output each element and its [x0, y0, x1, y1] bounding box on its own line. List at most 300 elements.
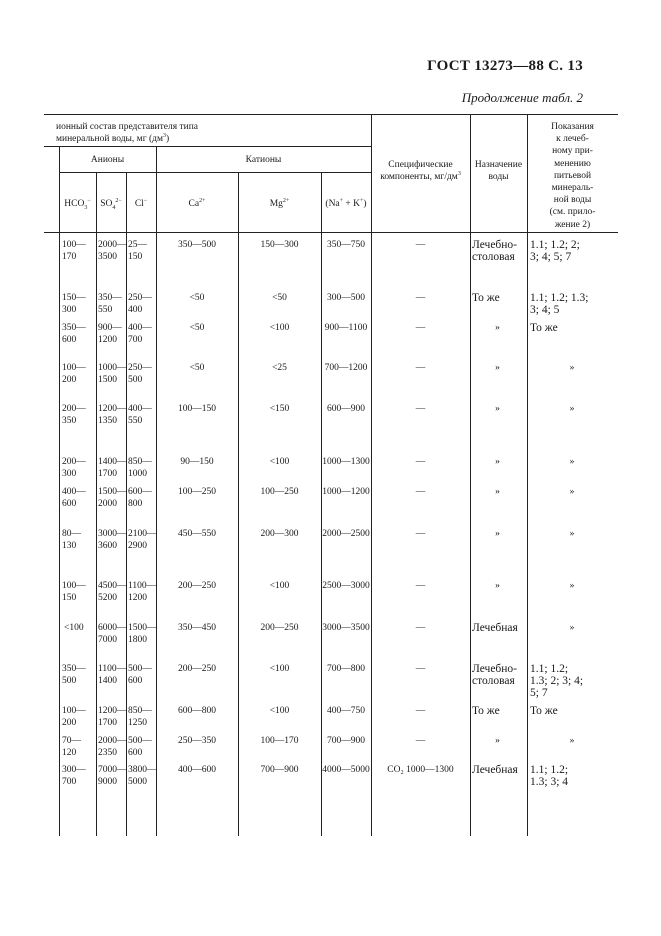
- cell-line: 300: [62, 305, 77, 315]
- cell-line: 150: [62, 593, 77, 603]
- cell-line: <100: [269, 457, 290, 467]
- cell-line: <50: [272, 293, 287, 303]
- cell-so4: [98, 239, 126, 263]
- cell-line: 600—800: [178, 706, 216, 716]
- cell-line: 800: [128, 499, 143, 509]
- cell-line: 1800: [128, 635, 147, 645]
- cell-spec: [371, 403, 470, 415]
- cell-line: —: [415, 487, 426, 497]
- cell-mg: [238, 622, 321, 634]
- cell-line: 700—900: [260, 765, 299, 775]
- cell-line: 850—: [128, 706, 152, 716]
- cell-line: 350—750: [327, 240, 365, 250]
- cell-line: Лечебная: [472, 764, 518, 776]
- cell-line: 350—500: [178, 240, 216, 250]
- cell-line: »: [495, 736, 500, 746]
- cell-line: CO₂ 1000—1300: [387, 765, 454, 775]
- cell-line: 350: [62, 416, 77, 426]
- cell-nak: [321, 528, 371, 540]
- cell-line: 1500—: [128, 623, 157, 633]
- cell-line: 200—250: [260, 623, 299, 633]
- cell-line: 2500—3000: [322, 581, 370, 591]
- cell-line: »: [569, 529, 575, 539]
- cations-header: Катионы: [245, 155, 282, 165]
- cell-ca: [156, 403, 238, 415]
- cell-line: 200—: [62, 457, 86, 467]
- cell-line: »: [569, 623, 575, 633]
- cell-line: <100: [64, 623, 84, 633]
- cell-mg: [238, 764, 321, 776]
- indications-header-line: ному при-: [552, 146, 593, 157]
- indications-header-line: Показания: [551, 122, 594, 132]
- cell-line: »: [569, 581, 575, 591]
- cell-line: 1.1; 1.2;: [530, 663, 569, 675]
- cell-so4: [98, 456, 126, 480]
- cell-line: 300—: [62, 765, 86, 775]
- cell-ind: [530, 322, 618, 334]
- cell-line: 400—600: [178, 765, 216, 775]
- cell-so4: [98, 735, 126, 759]
- cell-line: 3600: [98, 541, 117, 551]
- cell-line: <100: [269, 706, 290, 716]
- cell-line: 2000—: [98, 240, 127, 250]
- cell-spec: [371, 292, 470, 304]
- cell-nak: [321, 322, 371, 334]
- cell-line: 1400—: [98, 457, 127, 467]
- cell-hco3: [62, 239, 96, 263]
- cell-line: 1000—1200: [322, 487, 370, 497]
- cell-line: <50: [189, 323, 205, 333]
- cell-line: <25: [272, 363, 287, 373]
- cell-hco3: [64, 622, 98, 634]
- cell-line: 600: [128, 748, 143, 758]
- cell-line: 1.3; 3; 4: [530, 776, 569, 788]
- indications-header-line: жение 2): [554, 219, 591, 230]
- cell-line: 100—250: [260, 487, 299, 497]
- cell-line: 150: [128, 252, 143, 262]
- cell-line: 600: [128, 676, 143, 686]
- cell-line: 600—: [128, 487, 152, 497]
- cell-line: 600: [62, 335, 77, 345]
- cell-line: столовая: [472, 675, 515, 687]
- cell-spec: [371, 362, 470, 374]
- cell-nak: [321, 292, 371, 304]
- cell-line: <150: [269, 404, 290, 414]
- cell-line: »: [569, 404, 575, 414]
- cell-line: 250—350: [178, 736, 216, 746]
- cell-line: —: [415, 581, 426, 591]
- cell-line: 3000—3500: [322, 623, 370, 633]
- cell-line: »: [495, 404, 500, 414]
- cell-purpose: [470, 528, 525, 540]
- cell-so4: [98, 362, 126, 386]
- cell-line: 80—: [62, 529, 81, 539]
- cell-nak: [321, 705, 371, 717]
- cell-line: 1000—1300: [322, 457, 370, 467]
- specific-components-header: Специфические компоненты, $мг/дм^3$: [380, 160, 461, 182]
- cell-line: —: [415, 736, 426, 746]
- cell-line: 7000: [98, 635, 117, 645]
- cell-line: 1700: [98, 469, 117, 479]
- cell-spec: [371, 486, 470, 498]
- cell-so4: [98, 705, 126, 729]
- cell-line: 130: [62, 541, 77, 551]
- cell-line: —: [415, 323, 426, 333]
- cell-line: 5200: [98, 593, 117, 603]
- cell-line: <50: [189, 363, 205, 373]
- cell-cl: [128, 362, 156, 386]
- cell-line: 2000—2500: [322, 529, 370, 539]
- cell-cl: [128, 322, 156, 346]
- cell-cl: [128, 764, 156, 788]
- cell-line: »: [569, 736, 575, 746]
- cell-line: 100—250: [178, 487, 216, 497]
- ionic-composition-header: ионный состав представителя типа минеральной воды, мг $(дм^3)$: [56, 122, 199, 144]
- cell-line: 1100—: [128, 581, 157, 591]
- cell-line: 2000—: [98, 736, 127, 746]
- cell-cl: [128, 705, 156, 729]
- cell-line: 70—: [62, 736, 81, 746]
- indications-header: [527, 121, 618, 231]
- cell-purpose: [472, 292, 527, 304]
- cell-line: —: [415, 293, 426, 303]
- cell-ca: [156, 764, 238, 776]
- cell-purpose: [470, 456, 525, 468]
- cell-line: »: [495, 323, 500, 333]
- cell-line: 550: [98, 305, 113, 315]
- cell-line: »: [495, 363, 500, 373]
- cell-line: 3500: [98, 252, 117, 262]
- cell-line: 1400: [98, 676, 117, 686]
- cell-line: 100—: [62, 581, 86, 591]
- cell-line: 1.1; 1.2; 2;: [530, 239, 580, 251]
- cell-ind: [528, 362, 616, 374]
- cell-line: 700—1200: [324, 363, 368, 373]
- cell-line: 2350: [98, 748, 117, 758]
- indications-header-line: минераль-: [551, 183, 594, 194]
- cell-line: 400—: [62, 487, 86, 497]
- cell-purpose: [470, 322, 525, 334]
- cell-so4: [98, 764, 126, 788]
- indications-header-line: (см. прило-: [549, 207, 596, 218]
- cell-line: 350—: [62, 664, 86, 674]
- cell-line: »: [569, 457, 575, 467]
- cell-ind: [528, 486, 616, 498]
- cell-line: 1250: [128, 718, 147, 728]
- cell-line: 250—: [128, 293, 152, 303]
- cell-hco3: [62, 764, 96, 788]
- cell-nak: [321, 580, 371, 592]
- cell-line: 7000—: [98, 765, 127, 775]
- cell-line: 1500—: [98, 487, 127, 497]
- cell-so4: [98, 322, 126, 346]
- col-divider: [470, 114, 471, 836]
- cell-ind: [530, 764, 618, 788]
- cell-ca: [156, 239, 238, 251]
- cell-mg: [238, 486, 321, 498]
- cell-ca: [156, 622, 238, 634]
- cell-line: 1500: [98, 375, 117, 385]
- cell-so4: [98, 292, 126, 316]
- cell-hco3: [62, 663, 96, 687]
- cell-spec: [371, 735, 470, 747]
- cell-nak: [321, 456, 371, 468]
- water-purpose-header: Назначение воды: [474, 160, 523, 182]
- cell-ca: [156, 362, 238, 374]
- cell-line: 600: [62, 499, 77, 509]
- cell-line: 3; 4; 5: [530, 304, 560, 316]
- cell-line: 1200: [128, 593, 147, 603]
- cell-line: —: [415, 706, 426, 716]
- cell-line: 700—800: [327, 664, 365, 674]
- cell-ind: [528, 403, 616, 415]
- cell-line: 25—: [128, 240, 147, 250]
- cell-line: 90—150: [180, 457, 214, 467]
- cell-line: Лечебно-: [472, 663, 518, 675]
- cell-mg: [238, 362, 321, 374]
- cell-line: То же: [472, 705, 500, 717]
- cell-line: 100—: [62, 240, 86, 250]
- cell-line: 1200—: [98, 706, 127, 716]
- cell-line: 100—150: [178, 404, 216, 414]
- cell-purpose: [472, 705, 527, 717]
- indications-header-line: к лечеб-: [556, 134, 589, 145]
- cell-ind: [530, 239, 618, 263]
- cell-line: 2900: [128, 541, 147, 551]
- cell-ca: [156, 580, 238, 592]
- cell-hco3: [62, 735, 96, 759]
- cell-line: 200—250: [178, 664, 216, 674]
- cell-line: 3800—: [128, 765, 157, 775]
- col-divider: [96, 172, 97, 836]
- cell-cl: [128, 292, 156, 316]
- cell-nak: [321, 486, 371, 498]
- cell-nak: [321, 735, 371, 747]
- cell-line: 120: [62, 748, 77, 758]
- cell-hco3: [62, 362, 96, 386]
- cell-mg: [238, 663, 321, 675]
- cell-line: »: [495, 457, 500, 467]
- cell-line: 700—900: [327, 736, 365, 746]
- cell-line: 1.1; 1.2;: [530, 764, 569, 776]
- cell-spec: [371, 456, 470, 468]
- cell-ca: [156, 486, 238, 498]
- cell-cl: [128, 456, 156, 480]
- cell-line: 5000: [128, 777, 147, 787]
- cell-line: 2100—: [128, 529, 157, 539]
- page-header: ГОСТ 13273—88 С. 13: [427, 58, 583, 74]
- cell-mg: [238, 239, 321, 251]
- cell-line: 350—: [98, 293, 122, 303]
- cell-spec: [371, 528, 470, 540]
- so4-header: $SO_4^{2-}$: [100, 197, 122, 211]
- cell-line: 200—: [62, 404, 86, 414]
- cell-nak: [321, 403, 371, 415]
- cell-mg: [238, 580, 321, 592]
- cell-line: 400—: [128, 323, 152, 333]
- cell-purpose: [472, 239, 527, 263]
- cell-ind: [528, 735, 616, 747]
- cell-ca: [156, 663, 238, 675]
- cell-line: 500: [62, 676, 77, 686]
- cell-line: 100—: [62, 363, 86, 373]
- cell-line: 5; 7: [530, 687, 548, 699]
- cell-line: 450—550: [178, 529, 216, 539]
- cell-line: 4500—: [98, 581, 127, 591]
- cell-line: То же: [530, 705, 558, 717]
- cell-spec: [371, 580, 470, 592]
- cell-so4: [98, 622, 126, 646]
- cell-spec: [371, 705, 470, 717]
- cell-line: 1350: [98, 416, 117, 426]
- cell-nak: [321, 622, 371, 634]
- cell-so4: [98, 580, 126, 604]
- cell-line: 300: [62, 469, 77, 479]
- cell-ind: [530, 705, 618, 717]
- cell-line: 300—500: [327, 293, 365, 303]
- cell-ca: [156, 735, 238, 747]
- cell-line: »: [495, 487, 500, 497]
- cell-purpose: [470, 580, 525, 592]
- cell-cl: [128, 622, 156, 646]
- cell-line: —: [415, 457, 426, 467]
- col-divider: [371, 114, 372, 836]
- cell-so4: [98, 403, 126, 427]
- cell-line: 100—: [62, 706, 86, 716]
- cell-line: —: [415, 240, 426, 250]
- cell-line: 170: [62, 252, 77, 262]
- cell-line: 400: [128, 305, 143, 315]
- cell-ca: [156, 456, 238, 468]
- table-top-rule: [44, 114, 618, 115]
- anions-header: Анионы: [90, 155, 125, 165]
- cell-line: 400—750: [327, 706, 365, 716]
- cell-line: 400—: [128, 404, 152, 414]
- cell-line: 1.3; 2; 3; 4;: [530, 675, 584, 687]
- nak-header: (Na+ + K+): [325, 197, 367, 209]
- cell-line: 3; 4; 5; 7: [530, 251, 572, 263]
- cell-hco3: [62, 705, 96, 729]
- ca-header: $Ca^{2+}$: [188, 197, 206, 209]
- cell-line: <100: [269, 323, 290, 333]
- cell-line: <100: [269, 581, 290, 591]
- cell-line: —: [415, 529, 426, 539]
- header-bottom-rule: [44, 232, 618, 233]
- cell-line: 1.1; 1.2; 1.3;: [530, 292, 589, 304]
- cell-mg: [238, 735, 321, 747]
- cell-line: —: [415, 664, 426, 674]
- cell-so4: [98, 663, 126, 687]
- cell-ind: [530, 663, 618, 699]
- indications-header-line: менению: [554, 158, 591, 169]
- cell-line: 2000: [98, 499, 117, 509]
- hco3-header: $HCO_3^-$: [64, 197, 91, 211]
- cell-so4: [98, 486, 126, 510]
- cell-line: »: [495, 581, 500, 591]
- cell-line: 700: [128, 335, 143, 345]
- cell-line: 500: [128, 375, 143, 385]
- cell-line: 1700: [98, 718, 117, 728]
- cell-so4: [98, 528, 126, 552]
- cell-ind: [530, 292, 618, 316]
- cell-purpose: [472, 622, 527, 634]
- cell-line: 200—300: [260, 529, 299, 539]
- cell-ind: [528, 580, 616, 592]
- cell-line: 150—300: [260, 240, 299, 250]
- cell-line: столовая: [472, 251, 515, 263]
- cell-cl: [128, 663, 156, 687]
- cell-line: »: [569, 363, 575, 373]
- cell-cl: [128, 486, 156, 510]
- cell-mg: [238, 292, 321, 304]
- cell-line: —: [415, 623, 426, 633]
- cell-purpose: [470, 486, 525, 498]
- cl-header: Cl−: [134, 197, 148, 209]
- cell-line: 850—: [128, 457, 152, 467]
- cell-line: 1100—: [98, 664, 127, 674]
- cell-hco3: [62, 403, 96, 427]
- cell-ca: [156, 322, 238, 334]
- cell-line: 3000—: [98, 529, 127, 539]
- cell-line: <50: [189, 293, 205, 303]
- cell-ca: [156, 705, 238, 717]
- cell-spec: [371, 764, 470, 776]
- cell-hco3: [62, 528, 96, 552]
- cell-ind: [528, 456, 616, 468]
- mg-header: $Mg^{2+}$: [269, 197, 290, 209]
- cell-line: 1200—: [98, 404, 127, 414]
- subheader-rule: [44, 146, 372, 147]
- cell-nak: [321, 362, 371, 374]
- cell-ca: [156, 528, 238, 540]
- cell-line: 200—250: [178, 581, 216, 591]
- cell-mg: [238, 528, 321, 540]
- table-continuation-label: Продолжение табл. 2: [461, 90, 583, 105]
- cell-line: 200: [62, 375, 77, 385]
- cell-cl: [128, 239, 156, 263]
- cell-line: 6000—: [98, 623, 127, 633]
- cell-ind: [528, 528, 616, 540]
- cell-line: 550: [128, 416, 143, 426]
- cell-purpose: [470, 362, 525, 374]
- cell-line: <100: [269, 664, 290, 674]
- cell-mg: [238, 322, 321, 334]
- cell-line: 200: [62, 718, 77, 728]
- cell-hco3: [62, 322, 96, 346]
- cell-purpose: [472, 663, 527, 687]
- cell-line: 1000—: [98, 363, 127, 373]
- cell-line: 700: [62, 777, 77, 787]
- cell-line: Лечебная: [472, 622, 518, 634]
- cell-line: 900—1100: [324, 323, 368, 333]
- cell-cl: [128, 403, 156, 427]
- cell-cl: [128, 528, 156, 552]
- cell-line: 900—: [98, 323, 122, 333]
- group-header-rule: [59, 172, 372, 173]
- cell-cl: [128, 735, 156, 759]
- cell-purpose: [470, 403, 525, 415]
- cell-line: 1200: [98, 335, 117, 345]
- cell-line: Лечебно-: [472, 239, 518, 251]
- cell-line: 150—: [62, 293, 86, 303]
- cell-spec: [371, 663, 470, 675]
- cell-mg: [238, 456, 321, 468]
- cell-line: »: [569, 487, 575, 497]
- col-divider: [59, 146, 60, 836]
- cell-line: 350—: [62, 323, 86, 333]
- cell-line: 250—: [128, 363, 152, 373]
- cell-line: 350—450: [178, 623, 216, 633]
